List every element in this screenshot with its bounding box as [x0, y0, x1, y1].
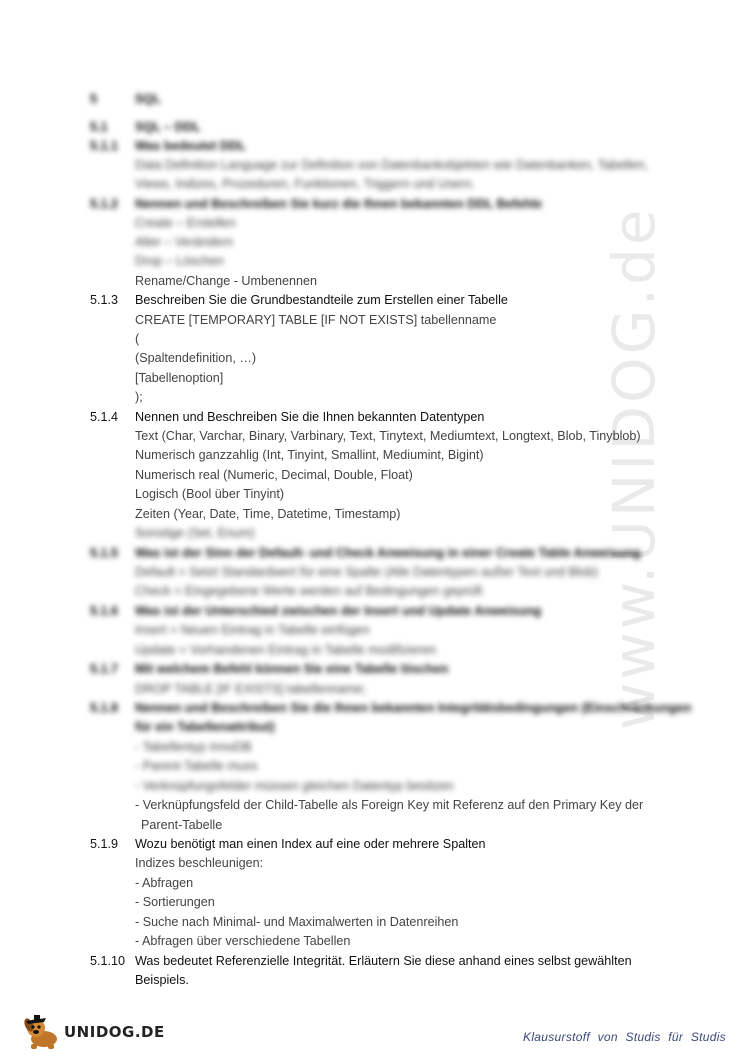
question-number: 5.1.1	[90, 139, 119, 153]
answer-line: - Suche nach Minimal- und Maximalwerten in Datenreihen	[135, 915, 459, 929]
answer-line: Numerisch ganzzahlig (Int, Tinyint, Smallint, Mediumint, Bigint)	[135, 448, 484, 462]
question-title: Nennen und Beschreiben Sie die Ihnen bekannten Integritätsbedingungen (Einschränkungen	[135, 701, 692, 715]
answer-line: Drop – Löschen	[135, 254, 224, 268]
question-number: 5.1.9	[90, 837, 119, 851]
answer-line: - Verknüpfungsfeld der Child-Tabelle als Foreign Key mit Referenz auf den Primary Key der	[135, 798, 644, 812]
answer-line: Alter – Verändern	[135, 235, 234, 249]
question-title: Mit welchem Befehl können Sie eine Tabelle löschen	[135, 662, 449, 676]
watermark: www.UNIDOG.de	[600, 206, 668, 730]
answer-line: - Abfragen	[135, 876, 194, 890]
footer-tagline: Klausurstoff von Studis für Studis	[523, 1030, 726, 1044]
question-5-1-8	[90, 699, 691, 718]
answer-line: [Tabellenoption]	[135, 371, 224, 385]
heading-number: 5	[90, 92, 98, 106]
heading-title: SQL – DDL	[135, 120, 201, 134]
question-title: Nennen und Beschreiben Sie kurz die Ihnen bekannten DDL Befehle	[135, 197, 543, 211]
question-title: Wozu benötigt man einen Index auf eine oder mehrere Spalten	[135, 837, 486, 851]
answer-line: Numerisch real (Numeric, Decimal, Double, Float)	[135, 468, 413, 482]
logo-text: UNIDOG.DE	[64, 1023, 165, 1041]
answer-line: Text (Char, Varchar, Binary, Varbinary, Text, Tinytext, Mediumtext, Longtext, Blob, Tinyblob)	[135, 429, 641, 443]
question-number: 5.1.7	[90, 662, 119, 676]
heading-5-1	[90, 118, 201, 137]
answer-line: Parent-Tabelle	[141, 818, 223, 832]
answer-line: Default = Setzt Standardwert für eine Spalte (Alle Datentypen außer Text und Blob)	[135, 565, 598, 579]
question-5-1-4	[90, 408, 484, 427]
answer-line: Zeiten (Year, Date, Time, Datetime, Timestamp)	[135, 507, 401, 521]
question-5-1-6	[90, 602, 541, 621]
dog-mascot-icon	[22, 1014, 62, 1050]
question-5-1-10	[90, 952, 632, 971]
heading-number: 5.1	[90, 120, 108, 134]
question-number: 5.1.5	[90, 546, 119, 560]
answer-line: - Tabellentyp InnoDB	[135, 740, 252, 754]
unidog-logo[interactable]	[22, 1013, 165, 1051]
answer-line: Insert = Neuen Eintrag in Tabelle einfügen	[135, 623, 370, 637]
question-title: Was bedeutet DDL	[135, 139, 246, 153]
answer-line: Rename/Change - Umbenennen	[135, 274, 318, 288]
answer-line: Indizes beschleunigen:	[135, 856, 264, 870]
question-title: Was bedeutet Referenzielle Integrität. Erläutern Sie diese anhand eines selbst gewählten	[135, 954, 632, 968]
question-5-1-7	[90, 660, 448, 679]
question-number: 5.1.2	[90, 197, 119, 211]
answer-line: - Sortierungen	[135, 895, 215, 909]
question-title-continued: Beispiels.	[135, 973, 189, 987]
question-number: 5.1.8	[90, 701, 119, 715]
question-title: Beschreiben Sie die Grundbestandteile zum Erstellen einer Tabelle	[135, 293, 508, 307]
answer-line: );	[135, 390, 143, 404]
question-number: 5.1.4	[90, 410, 119, 424]
answer-line: Create – Erstellen	[135, 216, 236, 230]
question-5-1-3	[90, 291, 508, 310]
answer-line: DROP TABLE [IF EXISTS] tabellenname;	[135, 682, 366, 696]
answer-line: Data Definition Language zur Definition von Datenbankobjekten wie Datenbanken, Tabellen,	[135, 158, 648, 172]
question-title: Nennen und Beschreiben Sie die Ihnen bekannten Datentypen	[135, 410, 485, 424]
question-title: Was ist der Sinn der Default- und Check Anweisung in einer Create Table Anweisung	[135, 546, 641, 560]
question-5-1-2	[90, 195, 542, 214]
question-number: 5.1.10	[90, 954, 126, 968]
answer-line: (Spaltendefinition, …)	[135, 351, 257, 365]
question-5-1-9	[90, 835, 486, 854]
answer-line: (	[135, 332, 140, 346]
answer-line: CREATE [TEMPORARY] TABLE [IF NOT EXISTS] tabellenname	[135, 313, 497, 327]
answer-line: - Parent-Tabelle muss	[135, 759, 258, 773]
question-title: Was ist der Unterschied zwischen der Insert und Update Anweisung	[135, 604, 542, 618]
heading-5	[90, 90, 161, 109]
question-number: 5.1.6	[90, 604, 119, 618]
question-5-1-1	[90, 137, 246, 156]
answer-line: Logisch (Bool über Tinyint)	[135, 487, 285, 501]
answer-line: - Verknüpfungsfelder müssen gleichen Datentyp besitzen	[135, 779, 454, 793]
question-number: 5.1.3	[90, 293, 119, 307]
answer-line: Check = Eingegebene Werte werden auf Bedingungen geprüft	[135, 584, 483, 598]
answer-line: - Abfragen über verschiedene Tabellen	[135, 934, 351, 948]
question-title-continued: für ein Tabellenattribut)	[135, 720, 275, 734]
answer-line: Update = Vorhandenen Eintrag in Tabelle modifizieren	[135, 643, 437, 657]
answer-line: Views, Indizes, Prozeduren, Funktionen, Triggern und Usern.	[135, 177, 475, 191]
answer-line: Sonstige (Set, Enum)	[135, 526, 255, 540]
question-5-1-5	[90, 544, 641, 563]
heading-title: SQL	[135, 92, 161, 106]
